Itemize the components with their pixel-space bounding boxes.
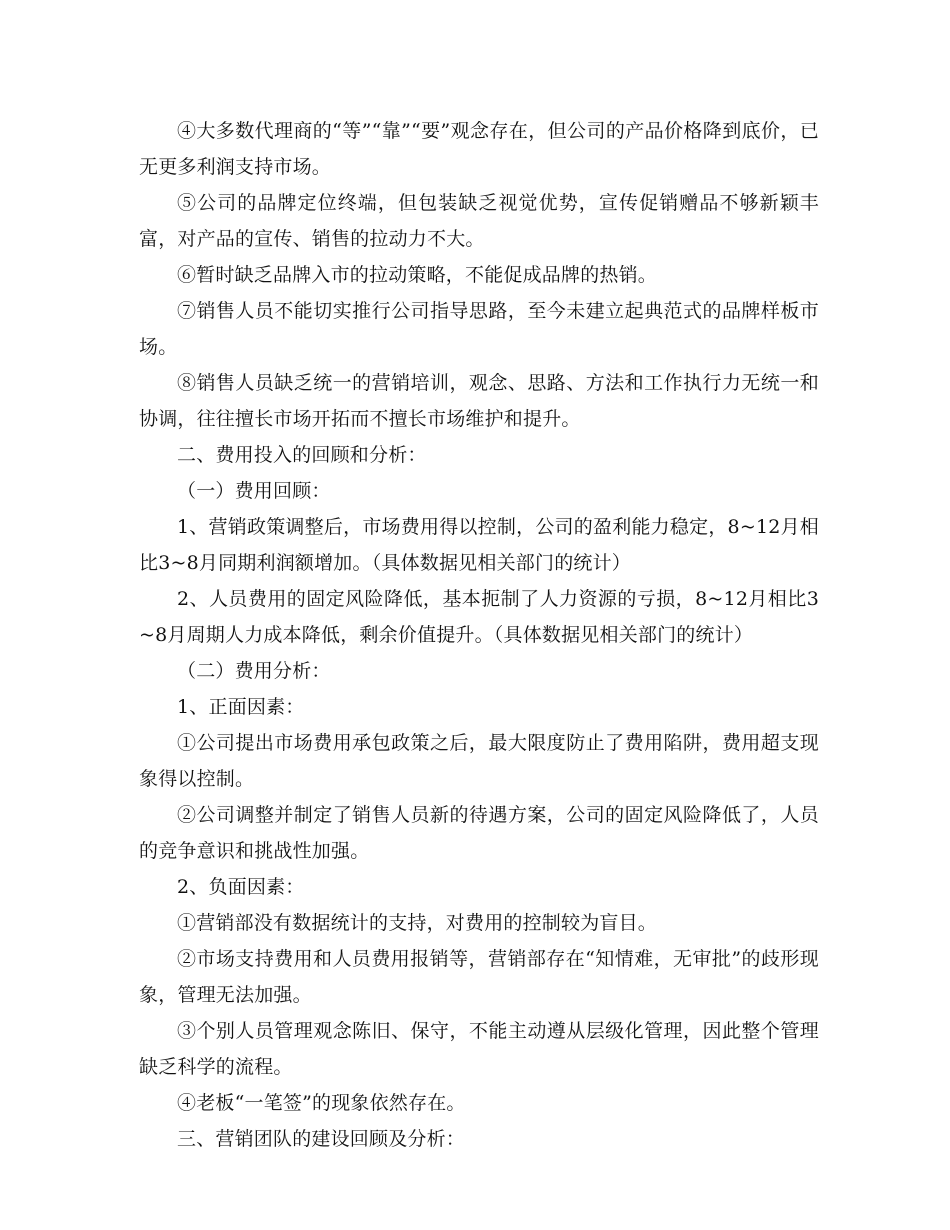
paragraph-cost-review-2: 2、人员费用的固定风险降低，基本扼制了人力资源的亏损，8~12月相比3~8月周期人力成本降低，剩余价值提升。（具体数据见相关部门的统计）: [139, 588, 819, 646]
paragraph-positive-1: ①公司提出市场费用承包政策之后，最大限度防止了费用陷阱，费用超支现象得以控制。: [139, 732, 819, 790]
paragraph-negative-1: ①营销部没有数据统计的支持，对费用的控制较为盲目。: [177, 912, 658, 934]
paragraph-item-7: ⑦销售人员不能切实推行公司指导思路，至今未建立起典范式的品牌样板市场。: [139, 300, 819, 358]
section-heading-2: 二、费用投入的回顾和分析：: [177, 444, 427, 466]
section-heading-3: 三、营销团队的建设回顾及分析：: [177, 1128, 466, 1150]
paragraph-cost-review-1: 1、营销政策调整后，市场费用得以控制，公司的盈利能力稳定，8~12月相比3~8月同期利润额增加。（具体数据见相关部门的统计）: [139, 516, 819, 574]
paragraph-negative-3: ③个别人员管理观念陈旧、保守，不能主动遵从层级化管理，因此整个管理缺乏科学的流程。: [139, 1020, 819, 1078]
paragraph-item-4: ④大多数代理商的“等”“靠”“要”观念存在，但公司的产品价格降到底价，已无更多利润支持市场。: [139, 120, 819, 178]
subsection-heading-cost-analysis: （二）费用分析：: [177, 660, 331, 682]
paragraph-negative-4: ④老板“一笔签”的现象依然存在。: [177, 1092, 466, 1114]
paragraph-item-6: ⑥暂时缺乏品牌入市的拉动策略，不能促成品牌的热销。: [177, 264, 658, 286]
subsection-heading-cost-review: （一）费用回顾：: [177, 480, 331, 502]
paragraph-item-8: ⑧销售人员缺乏统一的营销培训，观念、思路、方法和工作执行力无统一和协调，往往擅长市场开拓而不擅长市场维护和提升。: [139, 372, 819, 430]
paragraph-positive-2: ②公司调整并制定了销售人员新的待遇方案，公司的固定风险降低了，人员的竞争意识和挑战性加强。: [139, 804, 819, 862]
paragraph-negative-2: ②市场支持费用和人员费用报销等，营销部存在“知情难，无审批”的歧形现象，管理无法加强。: [139, 948, 819, 1006]
document-body: [139, 113, 819, 1157]
heading-positive-factors: 1、正面因素：: [177, 696, 305, 718]
heading-negative-factors: 2、负面因素：: [177, 876, 305, 898]
paragraph-item-5: ⑤公司的品牌定位终端，但包装缺乏视觉优势，宣传促销赠品不够新颖丰富，对产品的宣传、销售的拉动力不大。: [139, 192, 819, 250]
